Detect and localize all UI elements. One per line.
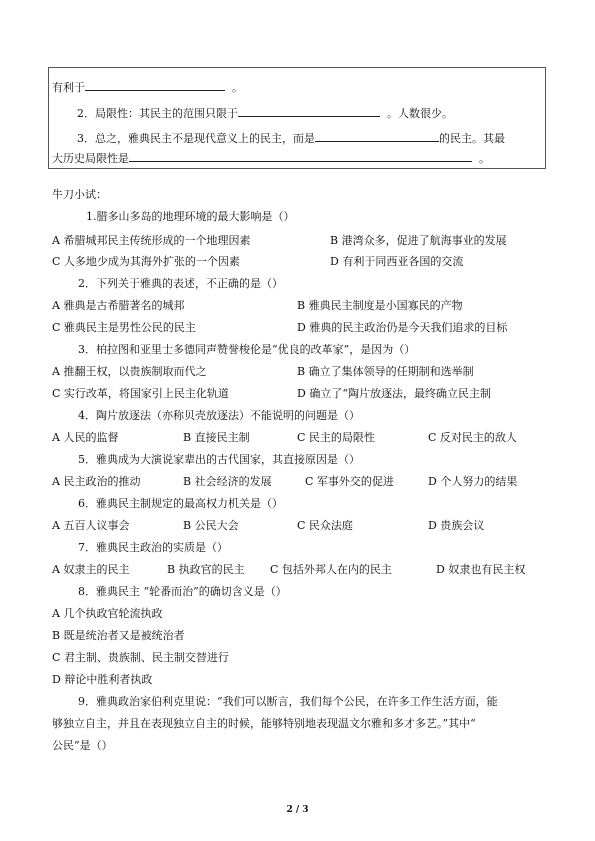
option-b: B 确立了集体领导的任期制和选举制	[297, 365, 474, 378]
option-c: C 实行改革，将国家引上民主化轨道	[52, 387, 229, 400]
option-d: D 有利于同西亚各国的交流	[330, 255, 464, 268]
question-stem: 4．陶片放逐法（亦称贝壳放逐法）不能说明的问题是（）	[78, 409, 360, 422]
option-b: B 港湾众多，促进了航海事业的发展	[330, 234, 507, 247]
option-a: A 推翻王权，以贵族制取而代之	[52, 365, 207, 378]
question-stem: 3．柏拉图和亚里士多德同声赞誉梭伦是“优良的改革家”，是因为（）	[78, 343, 416, 356]
option-d: D 雅典的民主政治仍是今天我们追求的目标	[297, 321, 508, 334]
option-a: A 雅典是古希腊著名的城邦	[52, 299, 185, 312]
section-title: 牛刀小试：	[52, 188, 107, 201]
option-a: A 五百人议事会	[52, 519, 130, 532]
question-stem: 2．下列关于雅典的表述，不正确的是（）	[78, 277, 283, 290]
question-stem: 9．雅典政治家伯利克里说：“我们可以断言，我们每个公民，在许多工作生活方面，能	[78, 695, 498, 708]
option-c: C 雅典民主是男性公民的民主	[52, 321, 196, 334]
option-a: A 希腊城邦民主传统形成的一个地理因素	[52, 234, 251, 247]
page-number: 2 / 3	[286, 805, 309, 815]
question-stem: 5．雅典成为大演说家辈出的古代国家，其直接原因是（）	[78, 453, 360, 466]
option-b: B 既是统治者又是被统治者	[52, 629, 185, 642]
box-line-3: 3．总之，雅典民主不是现代意义上的民主，而是 的民主。其最	[77, 132, 505, 145]
blank-line[interactable]	[315, 130, 439, 142]
box-line-2: 2．局限性：其民主的范围只限于 。人数很少。	[77, 107, 453, 120]
option-d: D 个人努力的结果	[428, 475, 518, 488]
blank-line[interactable]	[238, 105, 380, 117]
option-a: A 奴隶主的民主	[52, 563, 130, 576]
option-b: B 社会经济的发展	[183, 475, 272, 488]
option-b: B 公民大会	[183, 519, 239, 532]
option-b: B 雅典民主制度是小国寡民的产物	[297, 299, 463, 312]
option-d: D 贵族会议	[428, 519, 485, 532]
question-stem: 8．雅典民主 “轮番而治”的确切含义是（）	[78, 585, 287, 598]
option-d: D 确立了“陶片放逐法，最终确立民主制	[297, 387, 491, 400]
question-stem: 7．雅典民主政治的实质是（）	[78, 541, 228, 554]
blank-line[interactable]	[129, 150, 472, 162]
option-a: A 几个执政官轮流执政	[52, 607, 163, 620]
question-stem: 1.腊多山多岛的地理环境的最大影响是（）	[86, 210, 295, 223]
option-d: D 辩论中胜利者执政	[52, 673, 153, 686]
option-c: C 民众法庭	[297, 519, 353, 532]
option-a: A 人民的监督	[52, 431, 119, 444]
option-d: C 反对民主的敌人	[428, 431, 517, 444]
blank-line[interactable]	[85, 79, 225, 91]
option-d: D 奴隶也有民主权	[436, 563, 526, 576]
option-c: C 君主制、贵族制、民主制交替进行	[52, 651, 229, 664]
question-stem-continued: 公民”是（）	[52, 739, 113, 752]
option-a: A 民主政治的推动	[52, 475, 141, 488]
summary-box	[48, 67, 546, 169]
option-c: C 民主的局限性	[297, 431, 375, 444]
box-line-1: 有利于 。	[52, 81, 243, 94]
option-c: C 军事外交的促进	[305, 475, 394, 488]
question-stem-continued: 够独立自主，并且在表现独立自主的时候，能够特别地表现温文尔雅和多才多艺。”其中“	[52, 717, 476, 730]
question-stem: 6．雅典民主制规定的最高权力机关是（）	[78, 497, 283, 510]
option-c: C 包括外邦人在内的民主	[270, 563, 392, 576]
option-b: B 执政官的民主	[167, 563, 245, 576]
option-c: C 人多地少成为其海外扩张的一个因素	[52, 255, 240, 268]
box-line-4: 大历史局限性是 。	[52, 152, 490, 165]
option-b: B 直接民主制	[183, 431, 250, 444]
